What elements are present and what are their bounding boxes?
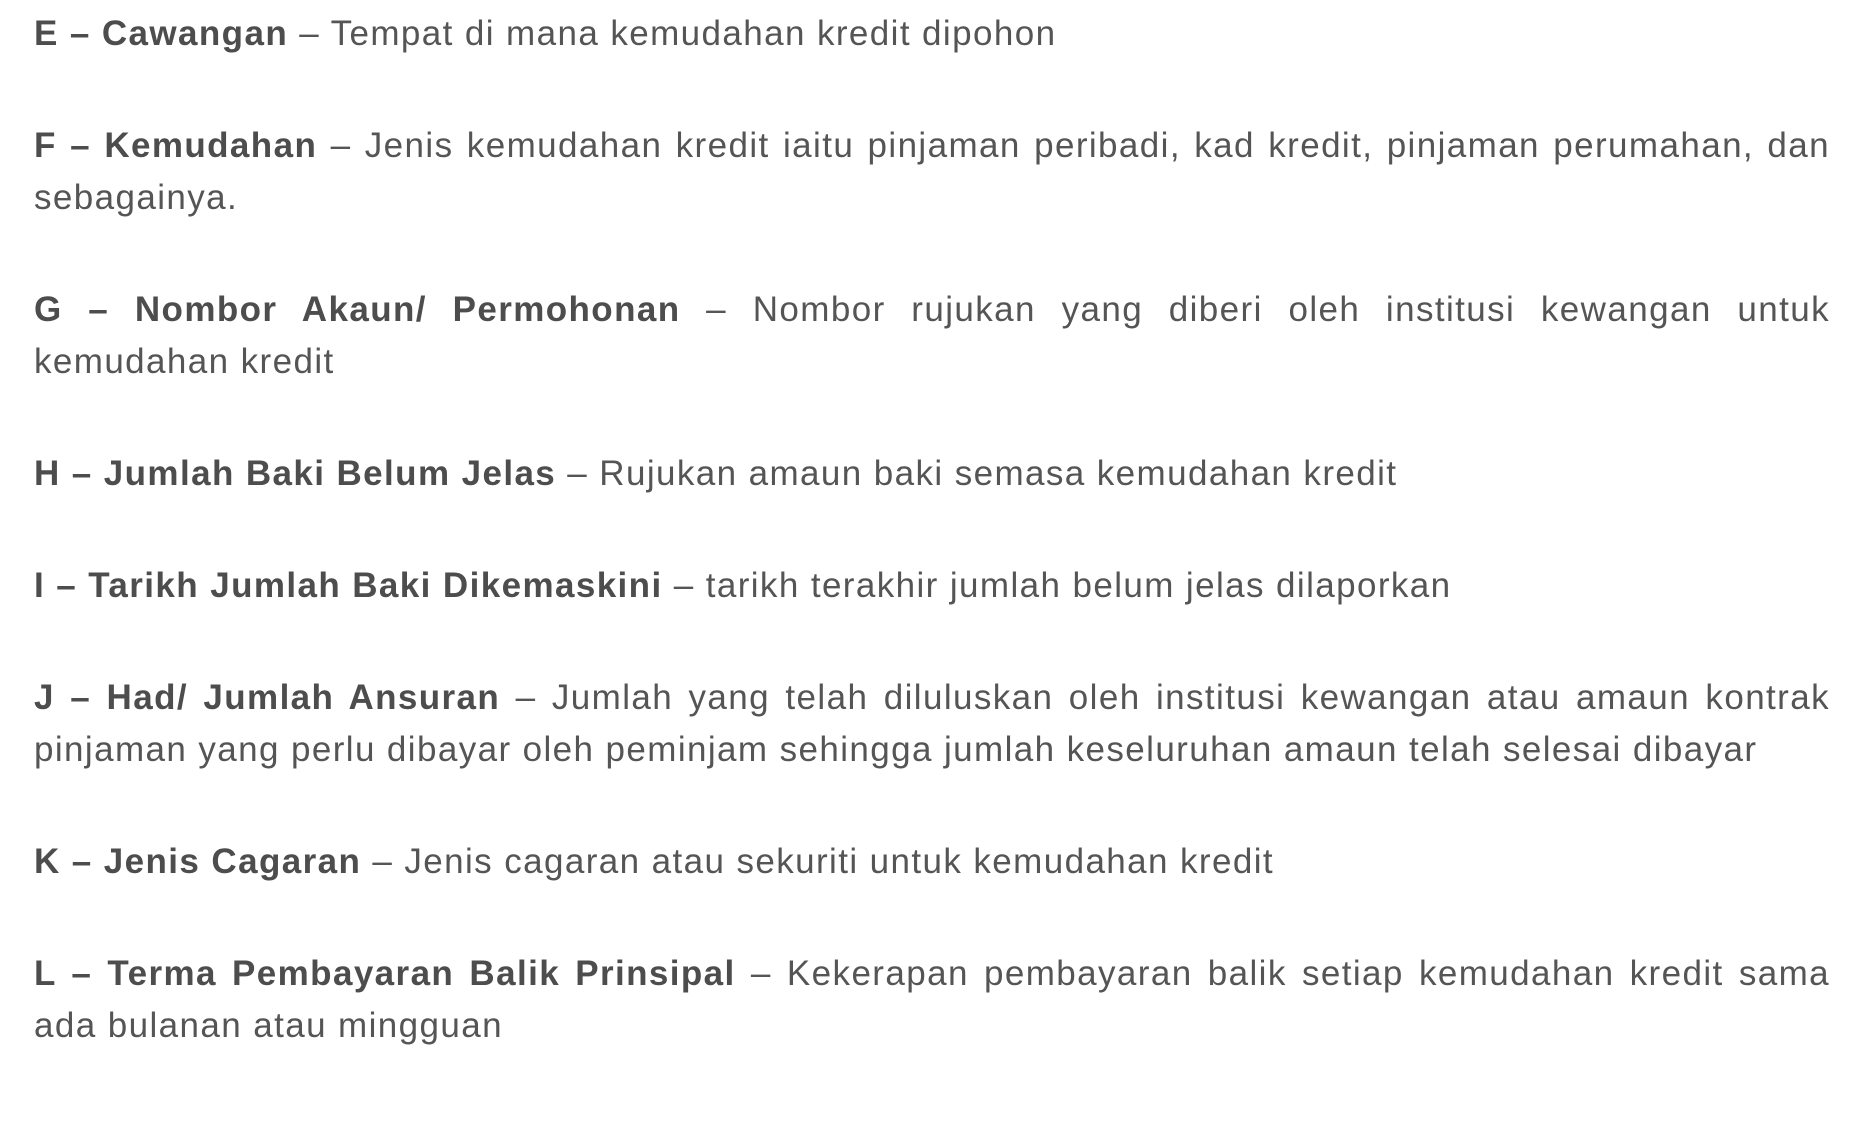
entry-description: – Rujukan amaun baki semasa kemudahan kredit [556, 454, 1398, 493]
entry-term: J – Had/ Jumlah Ansuran [34, 678, 501, 717]
entry-term: E – Cawangan [34, 14, 289, 53]
glossary-entry-i [34, 560, 1830, 612]
entry-term: I – Tarikh Jumlah Baki Dikemaskini [34, 566, 663, 605]
entry-term: K – Jenis Cagaran [34, 842, 362, 881]
entry-description: – Nombor rujukan yang diberi oleh institusi kewangan untuk kemudahan kredit [34, 290, 1830, 381]
entry-term: H – Jumlah Baki Belum Jelas [34, 454, 557, 493]
entry-description: – Jenis kemudahan kredit iaitu pinjaman peribadi, kad kredit, pinjaman perumahan, dan sebagainya. [34, 126, 1830, 217]
entry-description: – Jenis cagaran atau sekuriti untuk kemudahan kredit [361, 842, 1275, 881]
glossary-entry-g [34, 284, 1830, 388]
glossary-entry-j [34, 672, 1830, 776]
entry-term: F – Kemudahan [34, 126, 318, 165]
entry-term: G – Nombor Akaun/ Permohonan [34, 290, 681, 329]
glossary-list [34, 8, 1830, 1052]
glossary-entry-f [34, 120, 1830, 224]
glossary-entry-l [34, 948, 1830, 1052]
glossary-entry-e [34, 8, 1830, 60]
entry-description: – Jumlah yang telah diluluskan oleh institusi kewangan atau amaun kontrak pinjaman yang perlu dibayar oleh peminjam sehingga jumlah keseluruhan amaun telah selesai dibayar [34, 678, 1830, 769]
entry-description: – Kekerapan pembayaran balik setiap kemudahan kredit sama ada bulanan atau mingguan [34, 954, 1831, 1045]
glossary-entry-k [34, 836, 1830, 888]
glossary-entry-h [34, 448, 1830, 500]
entry-description: – Tempat di mana kemudahan kredit dipohon [288, 14, 1057, 53]
entry-description: – tarikh terakhir jumlah belum jelas dilaporkan [662, 566, 1452, 605]
entry-term: L – Terma Pembayaran Balik Prinsipal [34, 954, 736, 993]
